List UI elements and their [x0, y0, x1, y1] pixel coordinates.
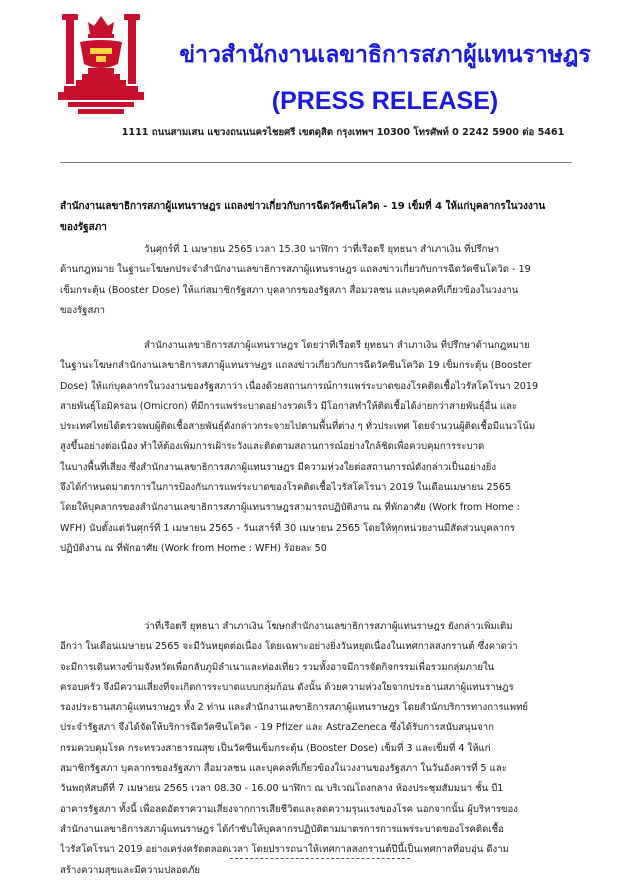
press-title-english: (PRESS RELEASE) [271, 87, 499, 115]
paragraph-line: วันพฤหัสบดีที่ 7 เมษายน 2565 เวลา 08.30 - 16.00 นาฬิกา ณ บริเวณโถงกลาง ห้องประชุมสัมมนา ชั้น บี1 [60, 783, 504, 795]
paragraph-line: สร้างความสุขและมีความปลอดภัย [60, 864, 200, 876]
paragraph-line: ปฏิบัติงาน ณ ที่พักอาศัย (Work from Home : WFH) ร้อยละ 50 [60, 542, 327, 554]
paragraph-line: ในบางพื้นที่เสี่ยง ซึ่งสำนักงานเลขาธิการสภาผู้แทนราษฎร มีความห่วงใยต่อสถานการณ์ดังกล่าวเป็นอย่างยิ่ง [60, 461, 497, 473]
paragraph-line: ประเทศไทยได้ตรวจพบผู้ติดเชื้อสายพันธุ์ดังกล่าวกระจายไปตามพื้นที่ต่าง ๆ ทั่วประเทศ โดยจำนวนผู้ติดเชื้อมีแนวโน้ม [60, 421, 536, 433]
paragraph-line: ของรัฐสภา [60, 304, 106, 316]
headline-line: สำนักงานเลขาธิการสภาผู้แทนราษฎร แถลงข่าวเกี่ยวกับการฉีดวัคซีนโควิด - 19 เข็มที่ 4 ให้แก่บุคลากรในวงงาน [60, 201, 546, 212]
paragraph-line: กรมควบคุมโรค กระทรวงสาธารณสุข เป็นวัคซีนเข็มกระตุ้น (Booster Dose) เข็มที่ 3 และเข็มที่ 4 ให้แก่ [60, 742, 491, 754]
paragraph-line: สูงขึ้นอย่างต่อเนื่อง ทำให้ต้องเพิ่มการเฝ้าระวังและติดตามสถานการณ์อย่างใกล้ชิดเพื่อควบคุมการระบาด [60, 441, 485, 453]
news-headline [60, 196, 580, 238]
paragraph-line: สำนักงานเลขาธิการสภาผู้แทนราษฎร โดยว่าที่เรือตรี ยุทธนา สำเภาเงิน ที่ปรึกษาด้านกฎหมาย [144, 340, 530, 351]
paragraph-1 [60, 240, 580, 321]
paragraph-line: จะมีการเดินทางข้ามจังหวัดเพื่อกลับภูมิลำเนาและท่องเที่ยว รวมทั้งอาจมีการจัดกิจกรรมเพื่อรวมกลุ่มภายใน [60, 661, 495, 673]
paragraph-line: ครอบครัว จึงมีความเสี่ยงที่จะเกิดการระบาดแบบกลุ่มก้อน ดังนั้น ด้วยความห่วงใยจากประธานสภาผู้แทนราษฎร [60, 681, 514, 693]
press-title-thai: ข่าวสำนักงานเลขาธิการสภาผู้แทนราษฎร [179, 42, 591, 68]
paragraph-line: ประจำรัฐสภา จึงได้จัดให้บริการฉีดวัคซีนโควิด - 19 Pfizer และ AstraZeneca ซึ่งได้รับการสนับสนุนจาก [60, 722, 494, 734]
paragraph-line: รองประธานสภาผู้แทนราษฎร ทั้ง 2 ท่าน และสำนักงานเลขาธิการสภาผู้แทนราษฎร โดยสำนักบริการทางการแพทย์ [60, 702, 529, 714]
parliament-emblem-icon [58, 12, 144, 118]
paragraph-3 [60, 617, 580, 881]
footer-divider [230, 858, 410, 859]
headline-line: ของรัฐสภา [60, 222, 107, 233]
paragraph-line: อีกว่า ในเดือนเมษายน 2565 จะมีวันหยุดต่อเนื่อง โดยเฉพาะอย่างยิ่งวันหยุดเนื่องในเทศกาลสงกรานต์ ซึ่งคาดว่า [60, 641, 518, 653]
paragraph-line: สมาชิกรัฐสภา บุคลากรของรัฐสภา สื่อมวลชน และบุคคลที่เกี่ยวข้องในวงงานของรัฐสภา ในวันอังคารที่ 5 และ [60, 763, 507, 775]
paragraph-line: จึงได้กำหนดมาตรการในการป้องกันการแพร่ระบาดของโรคติดเชื้อไวรัสโคโรนา 2019 ในเดือนเมษายน 2565 [60, 482, 511, 494]
paragraph-line: สำนักงานเลขาธิการสภาผู้แทนราษฎร ได้กำชับให้บุคลากรปฏิบัติตามมาตรการการแพร่ระบาดของโรคติดเชื้อ [60, 823, 504, 835]
paragraph-line: ในฐานะโฆษกสำนักงานเลขาธิการสภาผู้แทนราษฎร แถลงข่าวเกี่ยวกับการฉีดวัคซีนโควิด 19 เข็มกระตุ้น (Booster [60, 360, 532, 372]
paragraph-line: ว่าที่เรือตรี ยุทธนา สำเภาเงิน โฆษกสำนักงานเลขาธิการสภาผู้แทนราษฎร ยังกล่าวเพิ่มเติม [144, 621, 513, 632]
paragraph-line: ด้านกฎหมาย ในฐานะโฆษกประจำสำนักงานเลขาธิการสภาผู้แทนราษฎร แถลงข่าวเกี่ยวกับการฉีดวัคซีนโควิด - 19 [60, 264, 531, 276]
paragraph-line: ไวรัสโคโรนา 2019 อย่างเคร่งครัดตลอดเวลา โดยปรารถนาให้เทศกาลสงกรานต์ปีนี้เป็นเทศกาลที่อบอุ่น ดีงาม [60, 844, 509, 856]
paragraph-line: WFH) นับตั้งแต่วันศุกร์ที่ 1 เมษายน 2565 - วันเสาร์ที่ 30 เมษายน 2565 โดยให้ทุกหน่วยงานมีสัดส่วนบุคลากร [60, 522, 515, 534]
paragraph-line: วันศุกร์ที่ 1 เมษายน 2565 เวลา 15.30 นาฬิกา ว่าที่เรือตรี ยุทธนา สำเภาเงิน ที่ปรึกษา [144, 244, 500, 255]
office-address: 1111 ถนนสามเสน แขวงถนนนครไชยศรี เขตดุสิต กรุงเทพฯ 10300 โทรศัพท์ 0 2242 5900 ต่อ 5461 [121, 127, 565, 138]
paragraph-line: อาคารรัฐสภา ทั้งนี้ เพื่อลดอัตราความเสี่ยงจากการเสียชีวิตและลดความรุนแรงของโรค นอกจากนั้น ผู้บริหารของ [60, 803, 518, 815]
header-divider [60, 162, 572, 163]
paragraph-2 [60, 336, 580, 559]
paragraph-line: สายพันธุ์โอมิครอน (Omicron) ที่มีการแพร่ระบาดอย่างรวดเร็ว มีโอกาสทำให้ติดเชื้อได้ง่ายกว่าสายพันธุ์อื่น และ [60, 400, 518, 412]
paragraph-line: Dose) ให้แก่บุคลากรในวงงานของรัฐสภาว่า เนื่องด้วยสถานการณ์การแพร่ระบาดของโรคติดเชื้อไวรัสโคโรนา 2019 [60, 380, 539, 392]
paragraph-line: โดยให้บุคลากรของสำนักงานเลขาธิการสภาผู้แทนราษฎรสามารถปฏิบัติงาน ณ ที่พักอาศัย (Work from Home : [60, 502, 520, 514]
paragraph-line: เข็มกระตุ้น (Booster Dose) ให้แก่สมาชิกรัฐสภา บุคลากรของรัฐสภา สื่อมวลชน และบุคคลที่เกี่ยวข้องในวงงาน [60, 284, 519, 296]
